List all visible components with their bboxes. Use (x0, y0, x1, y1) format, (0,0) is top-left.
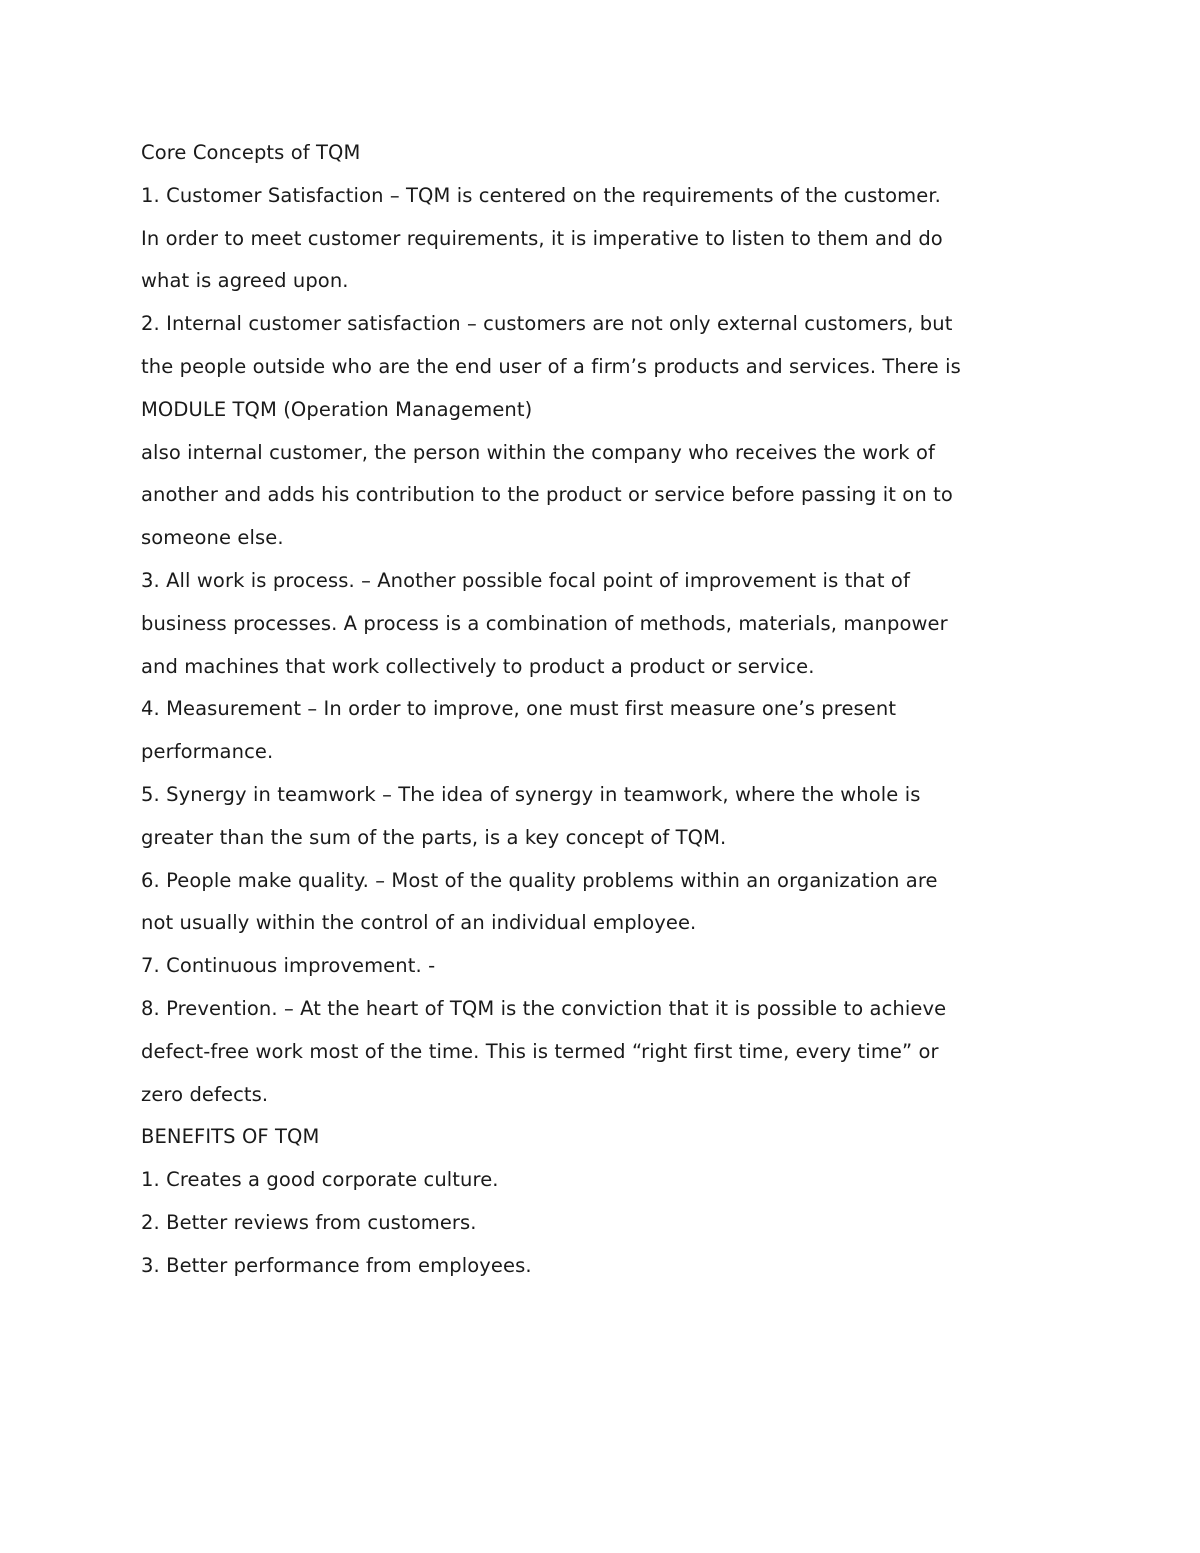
module-label-line: MODULE TQM (Operation Management) (141, 397, 533, 421)
text-line: someone else. (141, 526, 284, 550)
text-line: also internal customer, the person within the company who receives the work of (141, 440, 935, 464)
text-line: In order to meet customer requirements, it is imperative to listen to them and do (141, 226, 943, 250)
text-line: zero defects. (141, 1082, 269, 1106)
text-line: 8. Prevention. – At the heart of TQM is the conviction that it is possible to achieve (141, 996, 947, 1020)
text-line: 3. All work is process. – Another possible focal point of improvement is that of (141, 568, 910, 592)
text-line: 2. Internal customer satisfaction – customers are not only external customers, but (141, 312, 953, 336)
text-line: 1. Customer Satisfaction – TQM is centered on the requirements of the customer. (141, 183, 941, 207)
text-line: business processes. A process is a combination of methods, materials, manpower (141, 611, 948, 635)
text-line: the people outside who are the end user of a firm’s products and services. There is (141, 354, 961, 378)
text-line: and machines that work collectively to product a product or service. (141, 654, 815, 678)
text-line: 7. Continuous improvement. - (141, 954, 436, 978)
document-body (141, 132, 1061, 1288)
text-line: what is agreed upon. (141, 269, 349, 293)
text-line: defect-free work most of the time. This is termed “right first time, every time” or (141, 1039, 939, 1063)
text-line: 5. Synergy in teamwork – The idea of synergy in teamwork, where the whole is (141, 782, 921, 806)
text-line: 1. Creates a good corporate culture. (141, 1168, 499, 1192)
text-line: 6. People make quality. – Most of the quality problems within an organization are (141, 868, 938, 892)
section-heading-core-concepts: Core Concepts of TQM (141, 141, 361, 164)
text-line: 4. Measurement – In order to improve, one must first measure one’s present (141, 697, 897, 721)
text-line: 3. Better performance from employees. (141, 1253, 532, 1277)
text-line: 2. Better reviews from customers. (141, 1210, 477, 1234)
text-line: greater than the sum of the parts, is a key concept of TQM. (141, 825, 727, 849)
text-line: not usually within the control of an individual employee. (141, 911, 697, 935)
section-heading-benefits: BENEFITS OF TQM (141, 1125, 320, 1149)
text-line: performance. (141, 740, 274, 764)
text-line: another and adds his contribution to the product or service before passing it on to (141, 483, 953, 507)
